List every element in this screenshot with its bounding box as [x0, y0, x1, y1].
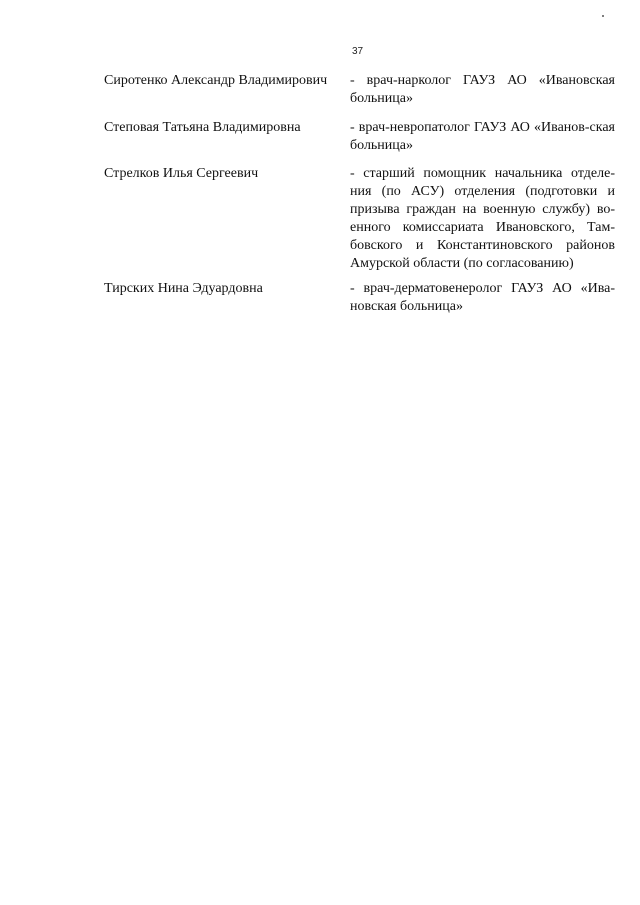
member-position: - врач-нарколог ГАУЗ АО «Ивановская больница» — [350, 73, 615, 106]
member-name: Сиротенко Александр Владимирович — [104, 73, 328, 88]
member-name: Стрелков Илья Сергеевич — [104, 166, 259, 181]
scan-artifact-dot — [602, 15, 604, 17]
member-position: - старший помощник начальника отделе-ния (по АСУ) отделения (подготовки и призыва граждан на военную службу) во-енного комиссариата Ивановского, Там-бовского и Константиновского районов Амурской области (по согласованию) — [350, 166, 615, 271]
page-number: 37 — [352, 46, 364, 57]
member-name: Степовая Татьяна Владимировна — [104, 120, 301, 135]
member-position: - врач-невропатолог ГАУЗ АО «Иванов-ская больница» — [350, 120, 615, 153]
member-name: Тирских Нина Эдуардовна — [104, 281, 263, 296]
member-position: - врач-дерматовенеролог ГАУЗ АО «Ива-новская больница» — [350, 281, 615, 314]
